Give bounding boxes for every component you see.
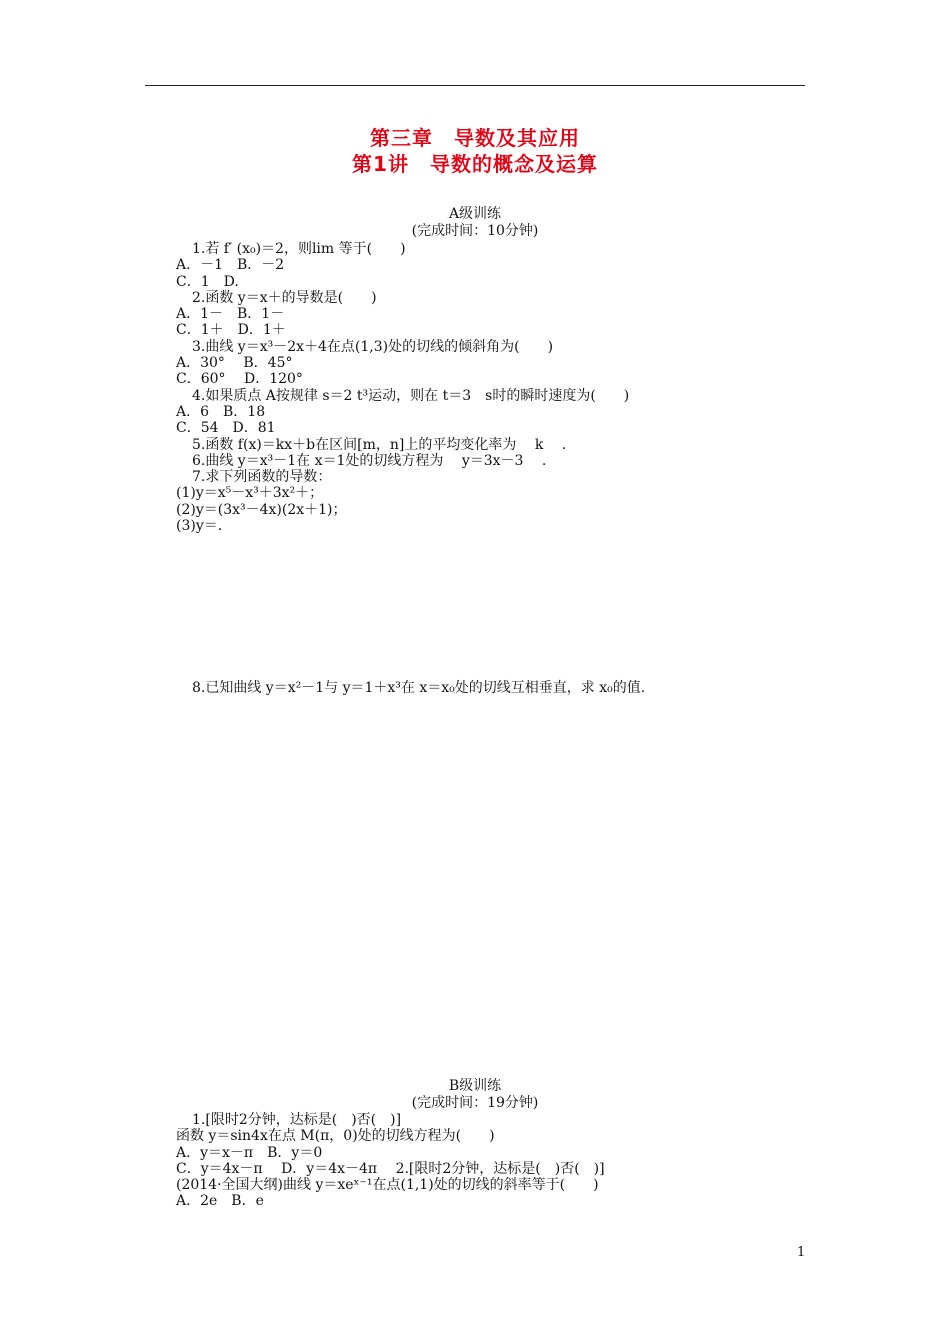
question-line: A．－1 B．－2 [176, 257, 285, 274]
question-line: (2)y＝(3x³－4x)(2x＋1)； [176, 501, 347, 518]
question-line: (2014·全国大纲)曲线 y＝xeˣ⁻¹在点(1,1)处的切线的斜率等于( ) [176, 1177, 599, 1194]
question-line: C．54 D．81 [176, 420, 276, 437]
question-line: 1.[限时2分钟，达标是( )否( )] [192, 1112, 402, 1128]
question-line: C．1＋ D．1＋ [176, 322, 286, 339]
lesson-title: 第1讲 导数的概念及运算 [352, 152, 598, 176]
question-line: 函数 y＝sin4x在点 M(π，0)处的切线方程为( ) [176, 1128, 495, 1145]
section-b-questions [176, 1112, 605, 1210]
question-line: 7.求下列函数的导数： [192, 469, 332, 486]
question-8: 8.已知曲线 y＝x²－1与 y＝1＋x³在 x＝x₀处的切线互相垂直，求 x₀的值. [192, 680, 646, 696]
question-line: C．y＝4x－π D．y＝4x－4π 2.[限时2分钟，达标是( )否( )] [176, 1160, 605, 1177]
question-line: A．1－ B．1－ [176, 306, 285, 323]
question-line: 5.函数 f(x)＝kx＋b在区间[m，n]上的平均变化率为 k . [192, 436, 567, 453]
section-a-heading: A级训练 [448, 206, 502, 222]
chapter-title: 第三章 导数及其应用 [370, 126, 580, 150]
question-line: A．6 B．18 [176, 403, 266, 420]
question-line: 3.曲线 y＝x³－2x＋4在点(1,3)处的切线的倾斜角为( ) [192, 338, 554, 355]
question-line: 4.如果质点 A按规律 s＝2 t³运动，则在 t＝3 s时的瞬时速度为( ) [192, 387, 630, 404]
section-a-time: (完成时间：10分钟) [411, 223, 539, 239]
question-line: 2.函数 y＝x＋的导数是( ) [192, 289, 377, 306]
section-b-time: (完成时间：19分钟) [411, 1095, 539, 1111]
question-line: A．30° B．45° [176, 355, 293, 372]
question-line: C．60° D．120° [176, 371, 303, 388]
question-line: A．2e B．e [176, 1193, 264, 1210]
section-b-heading: B级训练 [448, 1078, 502, 1094]
header-rule [145, 85, 805, 86]
question-line: 6.曲线 y＝x³－1在 x＝1处的切线方程为 y＝3x－3 . [192, 452, 547, 469]
question-line: (1)y＝x⁵－x³＋3x²＋； [176, 485, 324, 502]
section-a-questions [176, 241, 629, 534]
question-line: C．1 D. [176, 273, 239, 290]
question-line: 1.若 f′ (x₀)＝2，则lim 等于( ) [192, 241, 406, 257]
question-line: A．y＝x－π B．y＝0 [176, 1144, 323, 1161]
page-number: 1 [797, 1245, 806, 1260]
question-line: (3)y＝. [176, 518, 223, 535]
